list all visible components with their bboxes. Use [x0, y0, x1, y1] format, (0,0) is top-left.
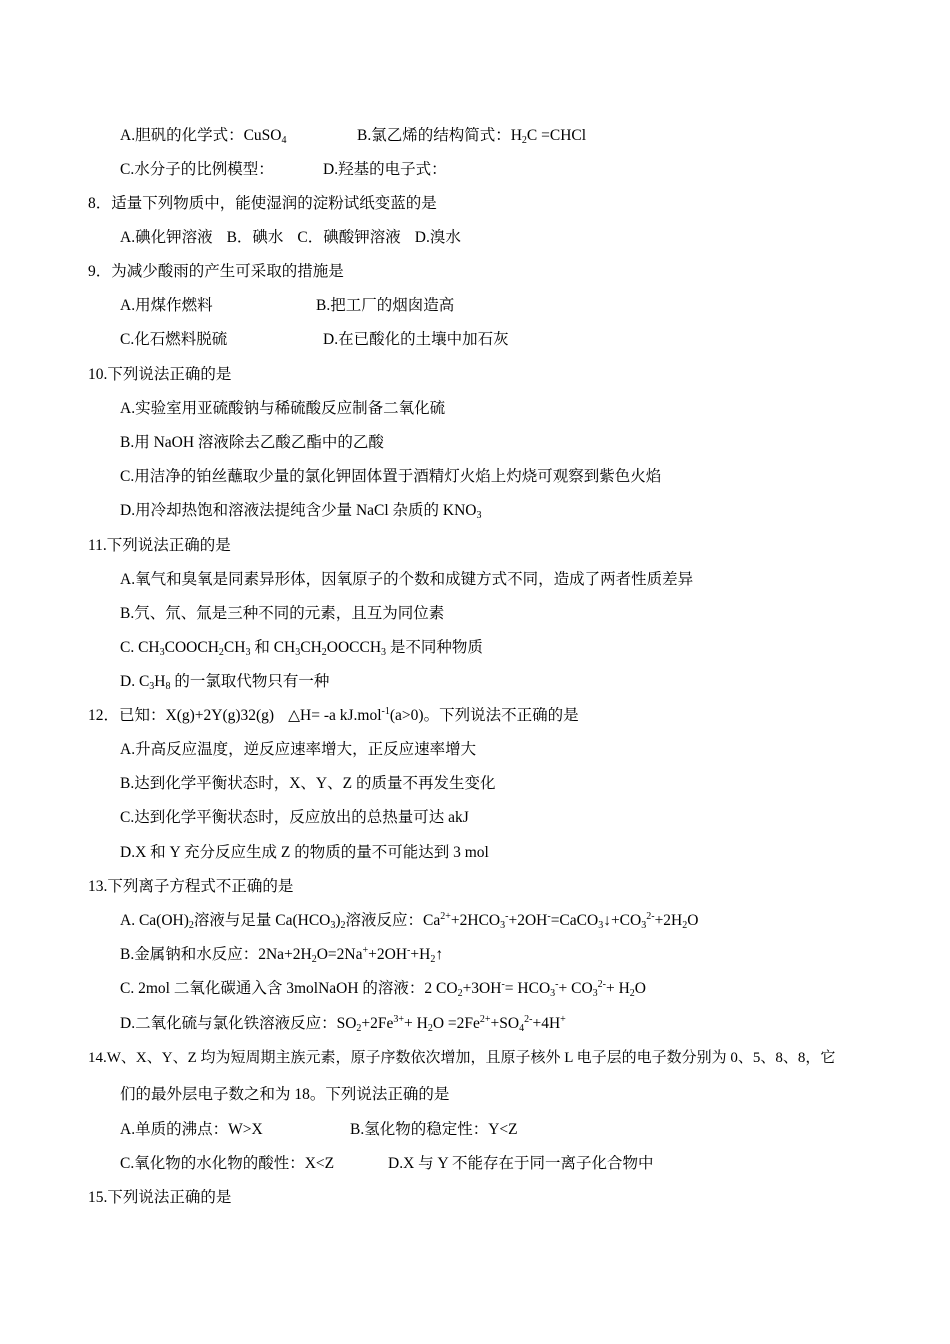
q14-stem-line2: 们的最外层电子数之和为 18。下列说法正确的是 — [120, 1086, 450, 1103]
q12-option-a: A.升高反应温度，逆反应速率增大，正反应速率增大 — [120, 741, 477, 758]
q11-option-a: A.氧气和臭氧是同素异形体，因氧原子的个数和成键方式不同，造成了两者性质差异 — [120, 571, 694, 588]
q13-stem: 13.下列离子方程式不正确的是 — [88, 878, 294, 895]
q10-option-a: A.实验室用亚硫酸钠与稀硫酸反应制备二氧化硫 — [120, 400, 446, 417]
q11-option-c: C. $CH_3COOCH_2CH_3$ 和 $CH_3CH_2OOCCH_3$ 是不同种物质 — [120, 639, 483, 658]
q11-stem: 11.下列说法正确的是 — [88, 537, 231, 554]
q7-option-a: A.胆矾的化学式：CuSO$_4$ — [120, 127, 287, 146]
q9-option-b: B.把工厂的烟囱造高 — [316, 297, 455, 314]
q8-option-a: A.碘化钾溶液 — [120, 229, 213, 246]
q13-option-d: D.二氧化硫与氯化铁溶液反应：$SO_2+2Fe^{3+}+ H_2O =2Fe^{2+}+SO_4^{2-}+4H^+$ — [120, 1014, 566, 1034]
q10-option-c: C.用洁净的铂丝蘸取少量的氯化钾固体置于酒精灯火焰上灼烧可观察到紫色火焰 — [120, 468, 662, 485]
q10-option-d: D.用冷却热饱和溶液法提纯含少量 NaCl 杂质的 $KNO_3$ — [120, 502, 482, 521]
q11-option-d: D. $C_3H_8$ 的一氯取代物只有一种 — [120, 673, 330, 692]
q9-option-a: A.用煤作燃料 — [120, 297, 213, 314]
q8-stem: 8．适量下列物质中，能使湿润的淀粉试纸变蓝的是 — [88, 195, 437, 212]
q9-option-d: D.在已酸化的土壤中加石灰 — [323, 331, 509, 348]
q8-option-c: C．碘酸钾溶液 — [297, 229, 401, 246]
q11-option-b: B.氕、氘、氚是三种不同的元素，且互为同位素 — [120, 605, 445, 622]
q13-option-b: B.金属钠和水反应：$2Na+2H_2O=2Na^++2OH^-+H_2↑$ — [120, 945, 444, 965]
q9-stem: 9．为减少酸雨的产生可采取的措施是 — [88, 263, 344, 280]
q10-stem: 10.下列说法正确的是 — [88, 366, 232, 383]
q8-option-d: D.溴水 — [414, 229, 461, 246]
q14-option-d: D.X 与 Y 不能存在于同一离子化合物中 — [388, 1155, 654, 1172]
q7-option-d: D.羟基的电子式： — [323, 161, 447, 178]
q14-option-c: C.氧化物的水化物的酸性：X<Z — [120, 1155, 335, 1172]
q14-stem-line1: 14.W、X、Y、Z 均为短周期主族元素，原子序数依次增加，且原子核外 L 电子层的电子数分别为 0、5、8、8，它 — [88, 1050, 836, 1066]
q8-option-b: B．碘水 — [226, 229, 284, 246]
q8-options — [120, 228, 461, 248]
q14-option-a: A.单质的沸点：W>X — [120, 1121, 263, 1138]
q14-option-b: B.氢化物的稳定性：Y<Z — [350, 1121, 518, 1138]
q13-option-a: A. $Ca(OH)_2$溶液与足量 $Ca(HCO_3)_2$溶液反应：$Ca^{2+}+2HCO_3^-+2OH^-=CaCO_3↓+CO_3^{2-}+2H_2O$ — [120, 911, 699, 931]
q7-option-b: B.氯乙烯的结构简式：$H_2C$ =CHCl — [357, 127, 587, 146]
q10-option-b: B.用 NaOH 溶液除去乙酸乙酯中的乙酸 — [120, 434, 384, 451]
q12-stem: 12．已知：X(g)+2Y(g)32(g) △H= -a kJ.mol$^{-1}$(a>0)。下列说法不正确的是 — [88, 706, 579, 724]
q9-option-c: C.化石燃料脱硫 — [120, 331, 228, 348]
q12-option-b: B.达到化学平衡状态时，X、Y、Z 的质量不再发生变化 — [120, 775, 496, 792]
q15-stem: 15.下列说法正确的是 — [88, 1189, 232, 1206]
q12-option-d: D.X 和 Y 充分反应生成 Z 的物质的量不可能达到 3 mol — [120, 844, 489, 861]
q13-option-c: C. 2mol 二氧化碳通入含 3molNaOH 的溶液：2 $CO_2+3OH^-= HCO_3^-+ CO_3^{2-}+ H_2O$ — [120, 979, 646, 999]
q7-option-c: C.水分子的比例模型： — [120, 161, 274, 178]
q12-option-c: C.达到化学平衡状态时，反应放出的总热量可达 akJ — [120, 809, 469, 826]
